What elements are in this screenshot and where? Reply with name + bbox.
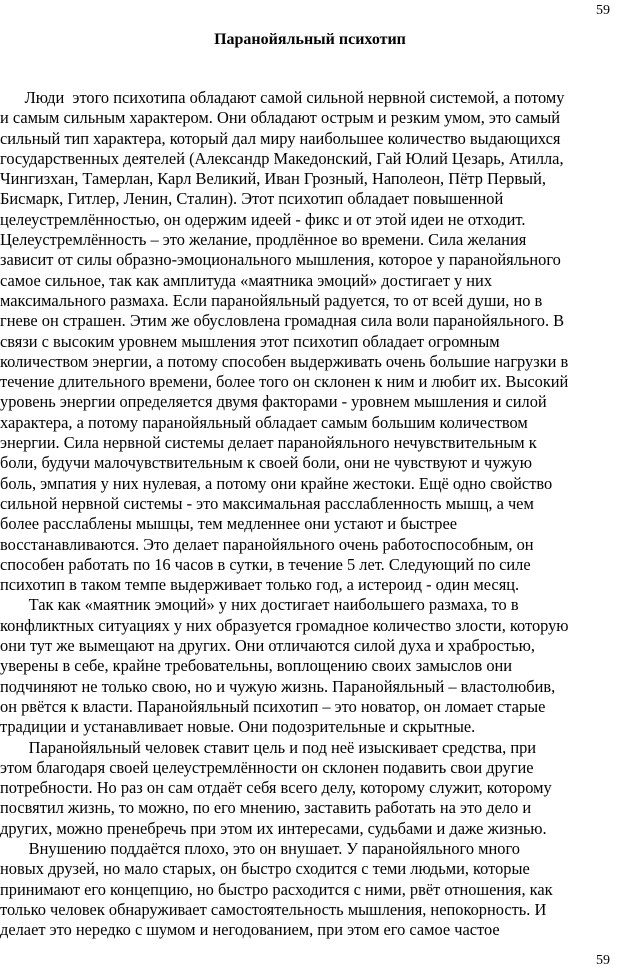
text-line: традиции и устанавливает новые. Они подозрительные и скрытные. xyxy=(0,717,476,737)
text-line: сильный тип характера, который дал миру наибольшее количество выдающихся xyxy=(0,128,561,148)
text-line: уровень энергии определяется двумя факторами - уровнем мышления и силой xyxy=(0,392,547,412)
text-line: конфликтных ситуациях у них образуется громадное количество злости, которую xyxy=(0,615,569,635)
text-line: характера, а потому паранойяльный обладает самым большим количеством xyxy=(0,412,528,432)
text-line: боли, будучи малочувствительным к своей боли, они не чувствуют и чужую xyxy=(0,453,532,473)
page-number-bottom: 59 xyxy=(596,953,610,968)
text-line: восстанавливаются. Это делает паранойяльного очень работоспособным, он xyxy=(0,534,534,554)
text-line: целеустремлённостью, он одержим идеей - фикс и от этой идеи не отходит. xyxy=(0,209,526,229)
text-line: боль, эмпатия у них нулевая, а потому они крайне жестоки. Ещё одно свойство xyxy=(0,473,553,493)
text-line: самое сильное, так как амплитуда «маятника эмоций» достигает у них xyxy=(0,270,493,290)
text-line: Внушению поддаётся плохо, это он внушает. У паранойяльного много xyxy=(0,838,520,858)
text-line: сильной нервной системы - это максимальная расслабленность мышц, а чем xyxy=(0,493,534,513)
text-line: только человек обнаруживает самостоятельность мышления, непокорность. И xyxy=(0,899,547,919)
text-line: количеством энергии, а потому способен выдерживать очень большие нагрузки в xyxy=(0,351,569,371)
text-line: способен работать по 16 часов в сутки, в течение 5 лет. Следующий по силе xyxy=(0,554,531,574)
text-line: Целеустремлённость – это желание, продлённое во времени. Сила желания xyxy=(0,230,527,250)
text-line: делает это нередко с шумом и негодованием, при этом его самое частое xyxy=(0,920,500,940)
text-line: он рвётся к власти. Паранойяльный психотип – это новатор, он ломает старые xyxy=(0,696,546,716)
text-line: других, можно пренебречь при этом их интересами, судьбами и даже жизнью. xyxy=(0,818,547,838)
text-line: более расслаблены мышцы, тем медленнее они устают и быстрее xyxy=(0,514,458,534)
text-line: подчиняют не только свою, но и чужую жизнь. Паранойяльный – властолюбив, xyxy=(0,676,556,696)
text-line: гневе он страшен. Этим же обусловлена громадная сила воли паранойяльного. В xyxy=(0,311,565,331)
text-line: Паранойяльный человек ставит цель и под неё изыскивает средства, при xyxy=(0,737,537,757)
page-title: Паранойяльный психотип xyxy=(214,31,406,48)
text-line: потребности. Но раз он сам отдаёт себя всего делу, которому служит, которому xyxy=(0,778,552,798)
text-line: Так как «маятник эмоций» у них достигает наибольшего размаха, то в xyxy=(0,595,519,615)
text-line: посвятил жизнь, то можно, по его мнению, заставить работать на это дело и xyxy=(0,798,532,818)
text-line: Бисмарк, Гитлер, Ленин, Сталин). Этот психотип обладает повышенной xyxy=(0,189,504,209)
page-number-top: 59 xyxy=(596,3,610,18)
text-line: и самым сильным характером. Они обладают острым и резким умом, это самый xyxy=(0,108,561,128)
text-line: уверены в себе, крайне требовательны, воплощению своих замыслов они xyxy=(0,656,513,676)
text-line: энергии. Сила нервной системы делает паранойяльного нечувствительным к xyxy=(0,433,537,453)
text-line: принимают его концепцию, но быстро расходится с ними, рвёт отношения, как xyxy=(0,879,553,899)
text-line: психотип в таком темпе выдерживает только год, а истероид - один месяц. xyxy=(0,575,520,595)
text-line: Люди этого психотипа обладают самой сильной нервной системой, а потому xyxy=(0,88,565,107)
text-line: максимального размаха. Если паранойяльный радуется, то от всей души, но в xyxy=(0,290,543,310)
text-line: связи с высоким уровнем мышления этот психотип обладает огромным xyxy=(0,331,500,351)
text-line: течение длительного времени, более того он склонен к ним и любит их. Высокий xyxy=(0,372,569,392)
text-line: зависит от силы образно-эмоционального мышления, которое у паранойяльного xyxy=(0,250,561,270)
text-line: государственных деятелей (Александр Македонский, Гай Юлий Цезарь, Атилла, xyxy=(0,148,564,168)
text-line: этом благодаря своей целеустремлённости он склонен подавить свои другие xyxy=(0,757,534,777)
body-text xyxy=(0,88,620,940)
text-line: они тут же вымещают на других. Они отличаются силой духа и храбростью, xyxy=(0,636,535,656)
text-line: Чингизхан, Тамерлан, Карл Великий, Иван Грозный, Наполеон, Пётр Первый, xyxy=(0,169,546,189)
text-line: новых друзей, но мало старых, он быстро сходится с теми людьми, которые xyxy=(0,859,530,879)
